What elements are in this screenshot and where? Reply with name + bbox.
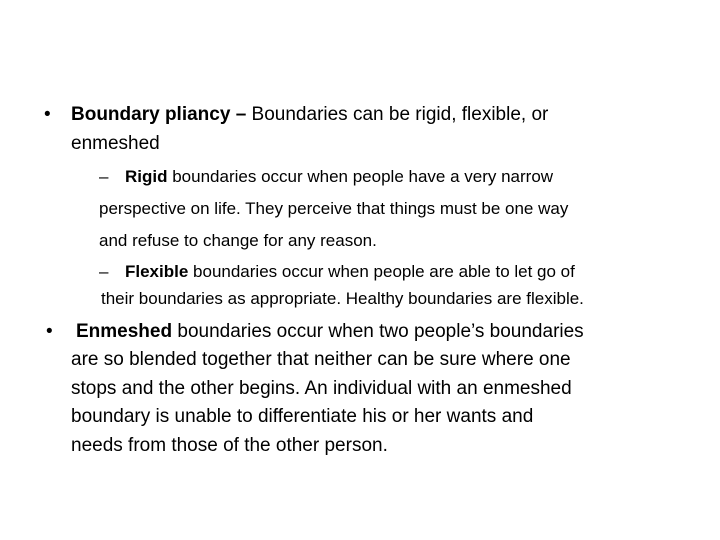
sub-bullet-rigid-line-3: and refuse to change for any reason. bbox=[99, 231, 377, 250]
bullet-1-line-2: enmeshed bbox=[71, 133, 160, 154]
sub-bullet-flexible-text: boundaries occur when people are able to let go of bbox=[188, 262, 575, 281]
bullet-1-term: Boundary pliancy – bbox=[71, 104, 247, 125]
sub-bullet-flexible-line-1 bbox=[125, 262, 575, 282]
bullet-2-line-3: stops and the other begins. An individual with an enmeshed bbox=[71, 378, 572, 399]
sub-bullet-rigid-text: boundaries occur when people have a very narrow bbox=[167, 167, 554, 186]
sub-bullet-rigid-line-2: perspective on life. They perceive that things must be one way bbox=[99, 199, 569, 218]
sub-bullet-rigid-term: Rigid bbox=[125, 167, 168, 186]
sub-bullet-flexible-term: Flexible bbox=[125, 262, 189, 281]
bullet-2-line-4: boundary is unable to differentiate his or her wants and bbox=[71, 406, 534, 427]
bullet-marker: • bbox=[46, 321, 53, 342]
sub-bullet-marker: – bbox=[99, 167, 109, 186]
sub-bullet-marker: – bbox=[99, 262, 109, 281]
bullet-1-text: Boundaries can be rigid, flexible, or bbox=[246, 104, 549, 125]
bullet-1-line-1 bbox=[71, 104, 548, 126]
sub-bullet-rigid-line-1 bbox=[125, 167, 553, 187]
bullet-2-line-1 bbox=[76, 321, 584, 343]
bullet-2-line-2: are so blended together that neither can be sure where one bbox=[71, 349, 571, 370]
bullet-2-term: Enmeshed bbox=[76, 321, 173, 342]
sub-bullet-flexible-line-2: their boundaries as appropriate. Healthy boundaries are flexible. bbox=[101, 289, 584, 308]
bullet-2-line-5: needs from those of the other person. bbox=[71, 435, 388, 456]
bullet-2-text: boundaries occur when two people’s boundaries bbox=[172, 321, 584, 342]
bullet-marker: • bbox=[44, 104, 51, 125]
